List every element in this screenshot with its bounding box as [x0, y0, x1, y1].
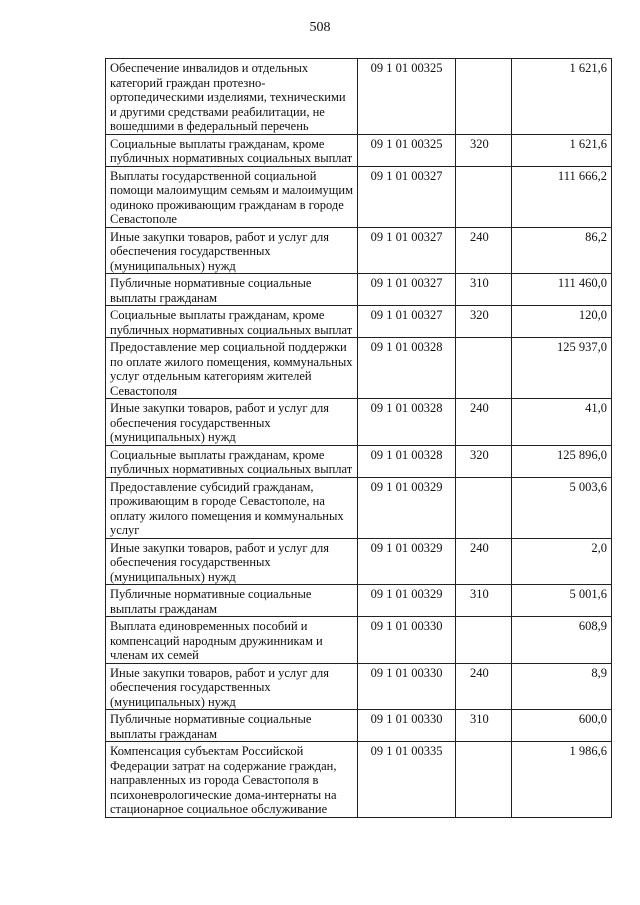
row-type-cell: 320 — [456, 445, 512, 477]
table-row — [106, 477, 612, 538]
row-sum-cell: 111 460,0 — [512, 274, 612, 306]
row-name-cell: Иные закупки товаров, работ и услуг для обеспечения государственных (муниципальных) нужд — [106, 663, 358, 710]
row-name-cell: Компенсация субъектам Российской Федерации затрат на содержание граждан, направленных из города Севастополя в психоневрологические дома-интернаты на стационарное социальное обслуживание — [106, 742, 358, 818]
row-code-cell: 09 1 01 00328 — [358, 399, 456, 446]
row-name-cell: Иные закупки товаров, работ и услуг для обеспечения государственных (муниципальных) нужд — [106, 399, 358, 446]
row-code-cell: 09 1 01 00325 — [358, 134, 456, 166]
table-row — [106, 742, 612, 818]
row-code-cell: 09 1 01 00330 — [358, 710, 456, 742]
row-name-cell: Социальные выплаты гражданам, кроме публичных нормативных социальных выплат — [106, 306, 358, 338]
row-code-cell: 09 1 01 00325 — [358, 59, 456, 135]
row-name-cell: Социальные выплаты гражданам, кроме публичных нормативных социальных выплат — [106, 445, 358, 477]
row-code-cell: 09 1 01 00327 — [358, 166, 456, 227]
row-sum-cell: 5 003,6 — [512, 477, 612, 538]
row-sum-cell: 1 986,6 — [512, 742, 612, 818]
row-name-cell: Выплата единовременных пособий и компенсаций народным дружинникам и членам их семей — [106, 617, 358, 664]
row-code-cell: 09 1 01 00330 — [358, 663, 456, 710]
row-name-cell: Иные закупки товаров, работ и услуг для обеспечения государственных (муниципальных) нужд — [106, 227, 358, 274]
row-type-cell — [456, 59, 512, 135]
budget-table — [105, 58, 612, 818]
row-name-cell: Обеспечение инвалидов и отдельных категорий граждан протезно-ортопедическими изделиями, техническими и другими средствами реабилитации, не вошедшими в федеральный перечень — [106, 59, 358, 135]
row-code-cell: 09 1 01 00328 — [358, 338, 456, 399]
row-name-cell: Предоставление мер социальной поддержки по оплате жилого помещения, коммунальных услуг отдельным категориям жителей Севастополя — [106, 338, 358, 399]
row-type-cell: 320 — [456, 306, 512, 338]
table-row — [106, 59, 612, 135]
row-type-cell: 310 — [456, 274, 512, 306]
row-type-cell: 240 — [456, 663, 512, 710]
row-code-cell: 09 1 01 00330 — [358, 617, 456, 664]
row-sum-cell: 1 621,6 — [512, 134, 612, 166]
row-sum-cell: 8,9 — [512, 663, 612, 710]
table-row — [106, 338, 612, 399]
table-row — [106, 445, 612, 477]
row-code-cell: 09 1 01 00329 — [358, 538, 456, 585]
row-name-cell: Публичные нормативные социальные выплаты гражданам — [106, 710, 358, 742]
row-code-cell: 09 1 01 00328 — [358, 445, 456, 477]
row-type-cell: 320 — [456, 134, 512, 166]
row-type-cell: 240 — [456, 227, 512, 274]
row-type-cell — [456, 742, 512, 818]
row-sum-cell: 5 001,6 — [512, 585, 612, 617]
row-sum-cell: 86,2 — [512, 227, 612, 274]
row-sum-cell: 600,0 — [512, 710, 612, 742]
row-type-cell — [456, 477, 512, 538]
row-code-cell: 09 1 01 00327 — [358, 274, 456, 306]
row-type-cell: 310 — [456, 710, 512, 742]
row-sum-cell: 41,0 — [512, 399, 612, 446]
row-sum-cell: 2,0 — [512, 538, 612, 585]
table-row — [106, 538, 612, 585]
table-row — [106, 306, 612, 338]
row-type-cell: 310 — [456, 585, 512, 617]
row-sum-cell: 1 621,6 — [512, 59, 612, 135]
row-name-cell: Предоставление субсидий гражданам, проживающим в городе Севастополе, на оплату жилого помещения и коммунальных услуг — [106, 477, 358, 538]
row-sum-cell: 120,0 — [512, 306, 612, 338]
table-row — [106, 663, 612, 710]
page-number: 508 — [309, 20, 331, 35]
table-body — [106, 59, 612, 818]
row-type-cell — [456, 338, 512, 399]
row-name-cell: Иные закупки товаров, работ и услуг для обеспечения государственных (муниципальных) нужд — [106, 538, 358, 585]
table-row — [106, 227, 612, 274]
row-type-cell: 240 — [456, 538, 512, 585]
table-row — [106, 166, 612, 227]
row-sum-cell: 608,9 — [512, 617, 612, 664]
table-row — [106, 710, 612, 742]
row-sum-cell: 111 666,2 — [512, 166, 612, 227]
row-code-cell: 09 1 01 00327 — [358, 227, 456, 274]
row-name-cell: Выплаты государственной социальной помощи малоимущим семьям и малоимущим одиноко проживающим гражданам в городе Севастополе — [106, 166, 358, 227]
row-name-cell: Публичные нормативные социальные выплаты гражданам — [106, 274, 358, 306]
table-row — [106, 617, 612, 664]
row-sum-cell: 125 896,0 — [512, 445, 612, 477]
row-type-cell — [456, 166, 512, 227]
row-code-cell: 09 1 01 00335 — [358, 742, 456, 818]
row-type-cell — [456, 617, 512, 664]
row-code-cell: 09 1 01 00329 — [358, 477, 456, 538]
row-sum-cell: 125 937,0 — [512, 338, 612, 399]
row-type-cell: 240 — [456, 399, 512, 446]
row-code-cell: 09 1 01 00329 — [358, 585, 456, 617]
table-row — [106, 399, 612, 446]
table-row — [106, 274, 612, 306]
row-code-cell: 09 1 01 00327 — [358, 306, 456, 338]
row-name-cell: Публичные нормативные социальные выплаты гражданам — [106, 585, 358, 617]
row-name-cell: Социальные выплаты гражданам, кроме публичных нормативных социальных выплат — [106, 134, 358, 166]
table-row — [106, 134, 612, 166]
table-row — [106, 585, 612, 617]
